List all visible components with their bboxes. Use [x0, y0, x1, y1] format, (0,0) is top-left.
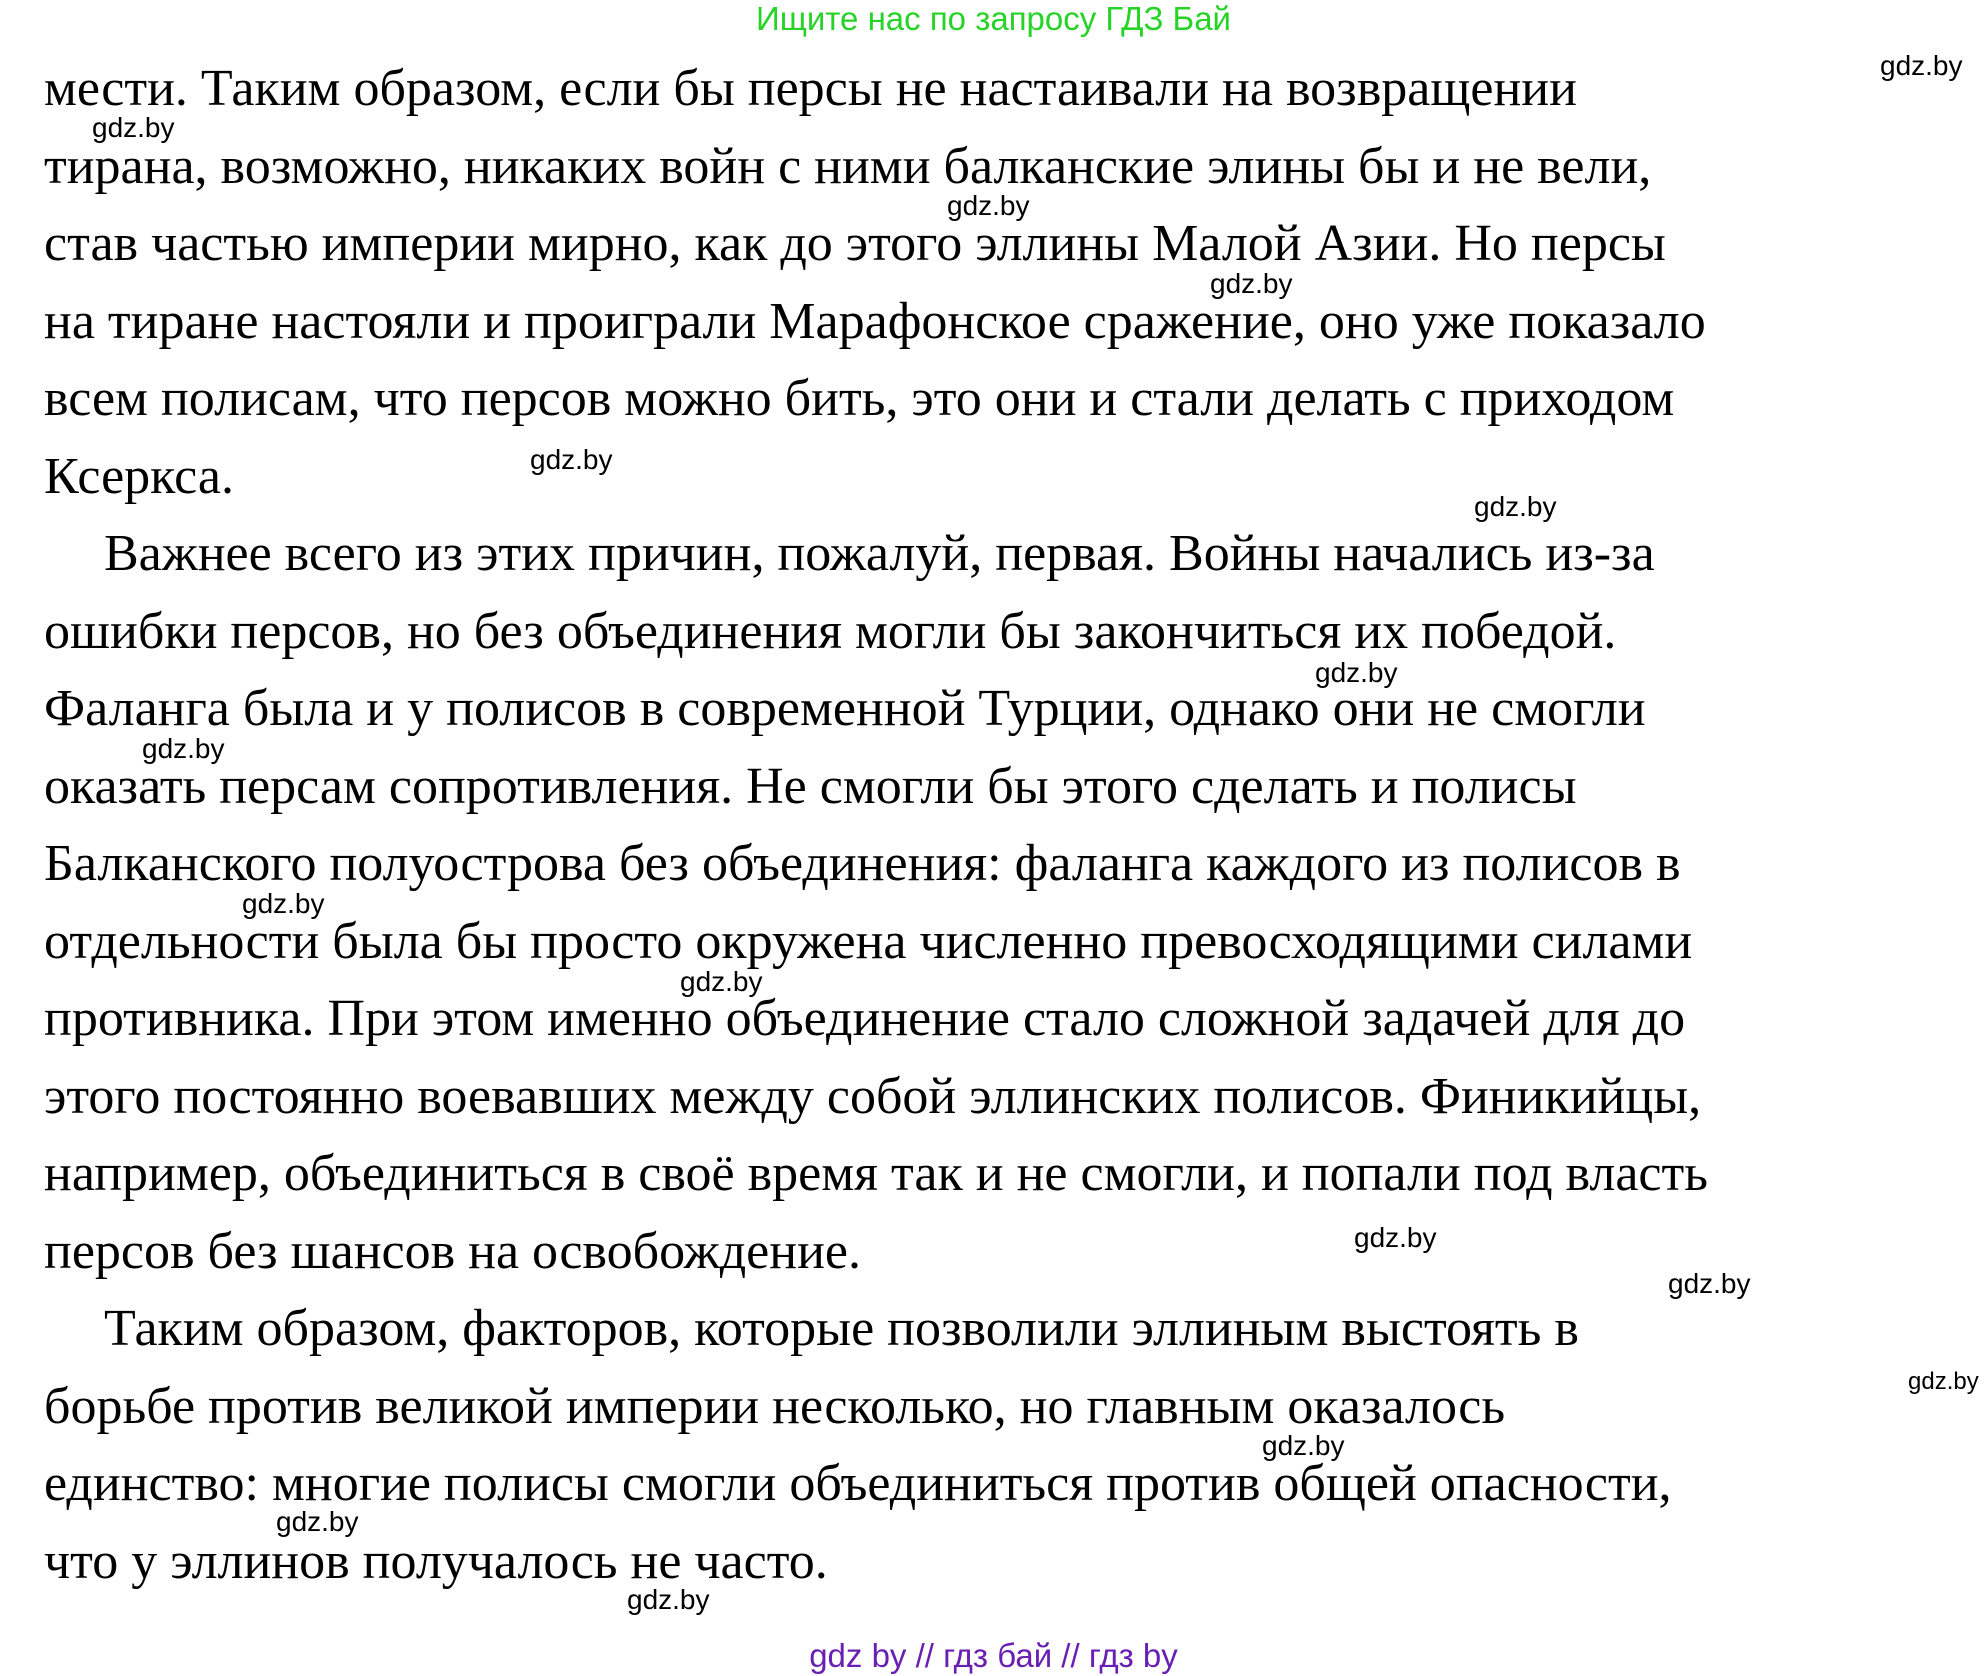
- footer-site-links[interactable]: gdz by // гдз бай // гдз by: [809, 1637, 1178, 1674]
- text-line: мести. Таким образом, если бы персы не настаивали на возвращении: [44, 60, 1577, 117]
- paragraph-start-line: Таким образом, факторов, которые позволили эллиным выстоять в: [104, 1300, 1579, 1357]
- text-line: Балканского полуострова без объединения: фаланга каждого из полисов в: [44, 835, 1681, 892]
- text-line: единство: многие полисы смогли объединиться против общей опасности,: [44, 1455, 1672, 1512]
- watermark: gdz.by: [680, 966, 763, 997]
- search-hint-header[interactable]: Ищите нас по запросу ГДЗ Бай: [756, 0, 1231, 37]
- watermark: gdz.by: [142, 733, 225, 764]
- text-line: Ксеркса.: [44, 447, 234, 505]
- watermark: gdz.by: [92, 112, 175, 143]
- text-line: Фаланга была и у полисов в современной Турции, однако они не смогли: [44, 680, 1646, 737]
- text-line: став частью империи мирно, как до этого эллины Малой Азии. Но персы: [44, 215, 1666, 272]
- watermark: gdz.by: [1908, 1368, 1979, 1395]
- text-line: отдельности была бы просто окружена численно превосходящими силами: [44, 912, 1693, 970]
- watermark: gdz.by: [1474, 491, 1557, 522]
- text-line: этого постоянно воевавших между собой эллинских полисов. Финикийцы,: [44, 1067, 1702, 1125]
- text-line: на тиране настояли и проиграли Марафонское сражение, оно уже показало: [44, 292, 1706, 350]
- watermark: gdz.by: [530, 444, 613, 475]
- text-line: оказать персам сопротивления. Не смогли бы этого сделать и полисы: [44, 757, 1577, 815]
- text-line: персов без шансов на освобождение.: [44, 1222, 861, 1280]
- text-line: противника. При этом именно объединение стало сложной задачей для до: [44, 990, 1686, 1047]
- watermark: gdz.by: [1315, 657, 1398, 688]
- text-line: всем полисам, что персов можно бить, это они и стали делать с приходом: [44, 370, 1675, 427]
- watermark: gdz.by: [1668, 1268, 1751, 1299]
- text-line: например, объединиться в своё время так и не смогли, и попали под власть: [44, 1145, 1708, 1202]
- watermark: gdz.by: [242, 888, 325, 919]
- watermark: gdz.by: [276, 1506, 359, 1537]
- answer-text: [44, 50, 1974, 1600]
- text-line: борьбе против великой империи несколько, но главным оказалось: [44, 1377, 1506, 1435]
- watermark: gdz.by: [1354, 1222, 1437, 1253]
- watermark: gdz.by: [1880, 50, 1963, 81]
- watermark: gdz.by: [1262, 1430, 1345, 1461]
- watermark: gdz.by: [947, 190, 1030, 221]
- text-line: что у эллинов получалось не часто.: [44, 1532, 828, 1590]
- text-line: ошибки персов, но без объединения могли бы закончиться их победой.: [44, 602, 1617, 660]
- paragraph-start-line: Важнее всего из этих причин, пожалуй, первая. Войны начались из-за: [104, 525, 1655, 582]
- text-line: тирана, возможно, никаких войн с ними балканские элины бы и не вели,: [44, 137, 1652, 195]
- watermark: gdz.by: [1210, 268, 1293, 299]
- watermark: gdz.by: [627, 1584, 710, 1615]
